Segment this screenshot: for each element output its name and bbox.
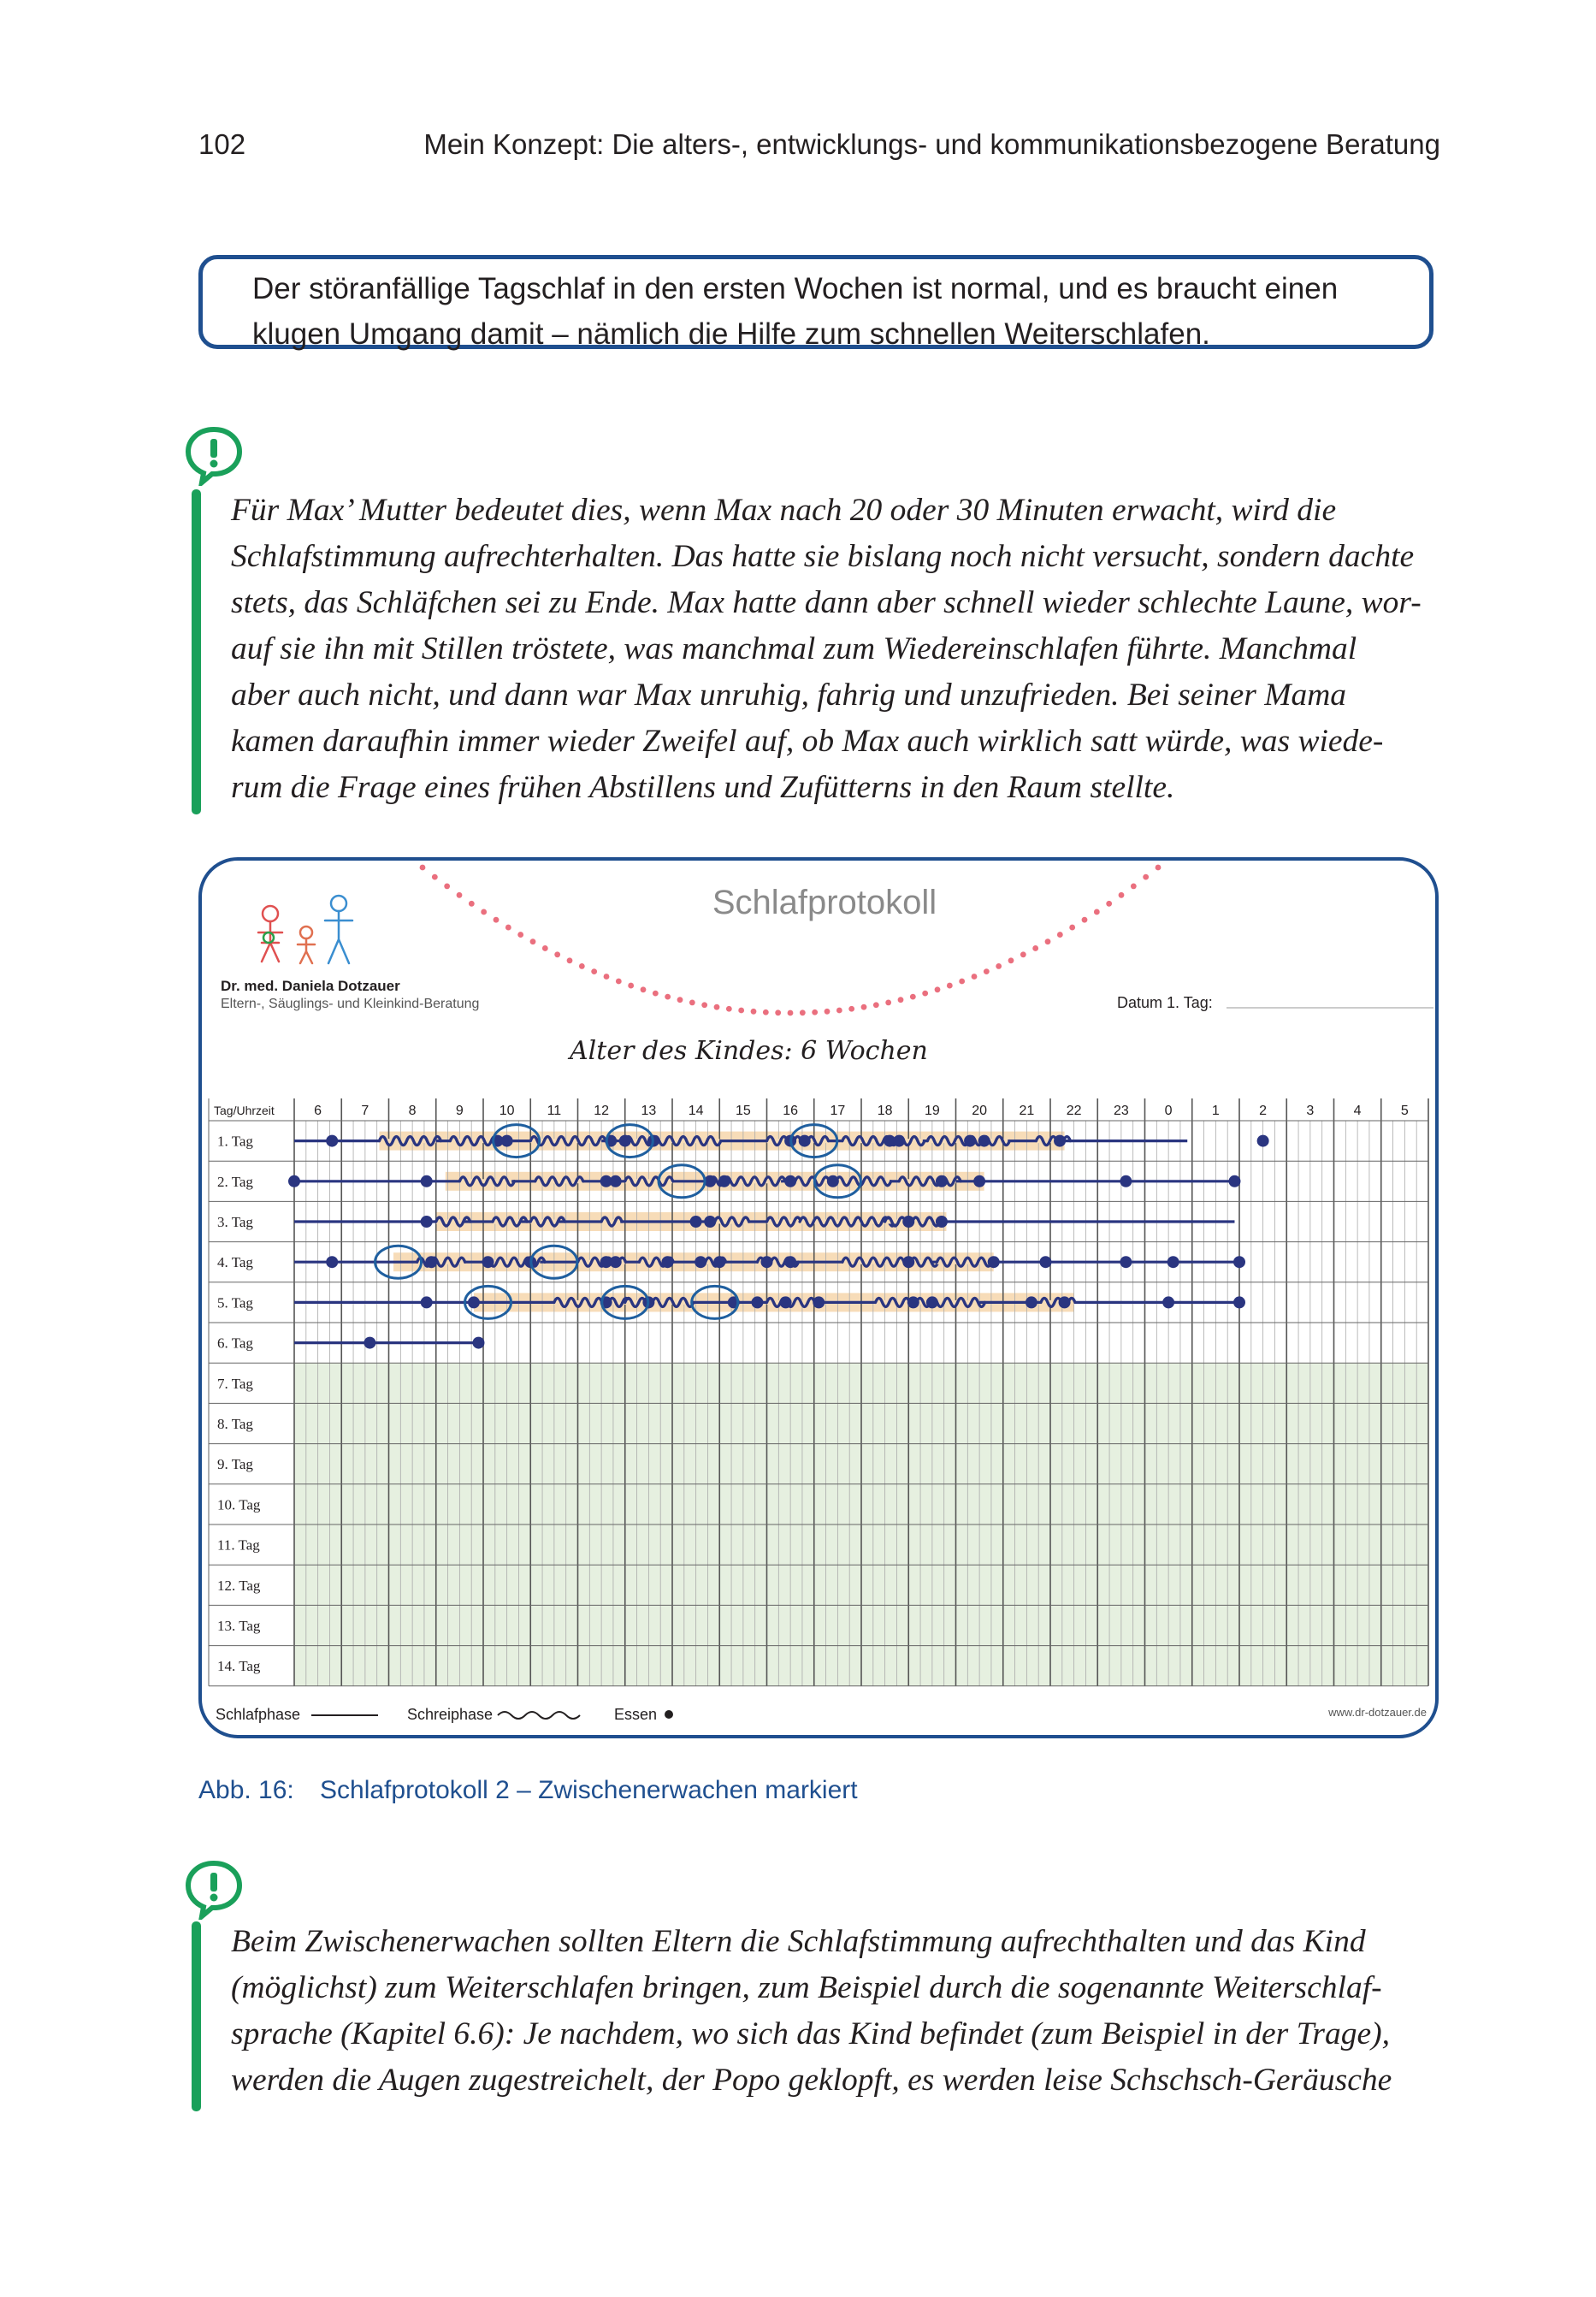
day-label: 13. Tag [217,1618,261,1634]
hour-label: 10 [499,1104,515,1118]
key-statement-line: klugen Umgang damit – nämlich die Hilfe zum schnellen Weiterschlafen. [252,317,1210,351]
eat-dot [1233,1256,1245,1268]
hour-label: 1 [1211,1104,1220,1118]
day-label: 6. Tag [217,1335,253,1352]
day-label: 11. Tag [217,1536,260,1554]
hour-label: 19 [924,1104,940,1118]
eat-dot [1054,1135,1066,1147]
day-label: 9. Tag [217,1456,253,1473]
eat-dot [902,1256,914,1268]
corner-label: Tag/Uhrzeit [214,1104,275,1117]
arc-dot [1069,925,1075,931]
advice-line: sprache (Kapitel 6.6): Je nachdem, wo sich das Kind befindet (zum Beispiel in der Trage), [231,2016,1390,2051]
eat-dot [893,1135,905,1147]
hour-label: 22 [1066,1104,1082,1118]
eat-dot [619,1135,631,1147]
arc-dot [665,994,671,1000]
eat-dot [421,1216,433,1228]
arc-dot [1008,957,1014,963]
eat-dot [610,1256,622,1268]
handwritten-age: Alter des Kindes: 6 Wochen [570,1036,928,1066]
arc-dot [1106,901,1112,907]
advice-line: (möglichst) zum Weiterschlafen bringen, zum Beispiel durch die sogenannte Weiterschlaf- [231,1970,1382,2005]
arc-dot [910,994,916,1000]
arc-dot [848,1006,854,1012]
case-line: rum die Frage eines frühen Abstillens und Zufütterns in den Raum stellte. [231,770,1175,805]
arc-dot [775,1009,781,1015]
caption-text: Schlafprotokoll 2 – Zwischenerwachen markiert [320,1776,858,1804]
day-label: 14. Tag [217,1658,261,1675]
eat-dot [751,1296,763,1308]
eat-dot [784,1256,796,1268]
day-label: 4. Tag [217,1254,253,1271]
arc-dot [714,1004,720,1010]
eat-dot [1120,1175,1132,1187]
arc-dot [591,968,597,974]
arc-dot [432,874,438,880]
eat-dot [610,1175,622,1187]
arc-dot [1057,932,1063,938]
arc-dot [604,974,610,980]
eat-dot [988,1256,1000,1268]
quote-bar [192,1921,201,2111]
running-title: Mein Konzept: Die alters-, entwicklungs- und kommunikationsbezogene Beratung [423,128,1440,160]
eat-dot [690,1216,702,1228]
arc-dot [1143,874,1149,880]
day-label: 12. Tag [217,1577,261,1594]
arc-dot [530,938,536,944]
case-line: kamen daraufhin immer wieder Zweifel auf, ob Max auch wirklich satt würde, was wiede- [231,724,1384,759]
arc-dot [836,1008,842,1014]
eat-dot [288,1175,300,1187]
eat-dot [695,1256,706,1268]
eat-dot [1059,1296,1071,1308]
arc-dot [1045,938,1051,944]
eat-dot [780,1296,792,1308]
author-subtitle: Eltern-, Säuglings- und Kleinkind-Beratung [221,997,480,1011]
day-label: 1. Tag [217,1133,253,1150]
day-label: 8. Tag [217,1416,253,1432]
hour-label: 11 [547,1104,562,1118]
hour-label: 3 [1306,1104,1315,1118]
website-label: www.dr-dotzauer.de [1328,1706,1427,1719]
legend-eat-label: Essen [614,1706,658,1723]
eat-dot [472,1337,484,1349]
advice-paragraph [231,1919,1442,2104]
arc-dot [420,865,426,871]
case-line: Schlafstimmung aufrechterhalten. Das hatte sie bislang noch nicht versucht, sondern dachte [231,539,1415,574]
eat-dot [468,1296,480,1308]
eat-dot [784,1175,796,1187]
caption-number: Abb. 16: [198,1776,294,1804]
arc-dot [738,1008,744,1014]
case-line: auf sie ihn mit Stillen tröstete, was manchmal zum Wiedereinschlafen führte. Manchmal [231,631,1357,666]
eat-dot [799,1135,811,1147]
case-paragraph [231,488,1442,811]
eat-dot [501,1135,513,1147]
arc-dot [1082,917,1088,923]
hour-label: 16 [783,1104,799,1118]
eat-dot [827,1175,839,1187]
hour-label: 4 [1353,1104,1362,1118]
arc-dot [726,1006,732,1012]
eat-dot [364,1337,375,1349]
eat-dot [926,1296,938,1308]
arc-dot [751,1009,757,1015]
eat-dot [907,1296,919,1308]
arc-dot [641,986,647,992]
eat-dot [704,1216,716,1228]
legend [216,1706,1427,1723]
eat-dot [936,1175,948,1187]
eat-dot [1233,1296,1245,1308]
arc-dot [616,979,622,985]
speech-bubble-exclamation-icon [183,424,245,486]
eat-dot [661,1256,673,1268]
eat-dot [326,1135,338,1147]
legend-sleep-label: Schlafphase [216,1706,301,1723]
eat-dot [718,1175,730,1187]
arc-dot [701,1002,707,1008]
hour-label: 17 [830,1104,846,1118]
quote-bar [192,489,201,814]
arc-dot [567,957,573,963]
advice-line: werden die Augen zugestreichelt, der Popo geklopft, es werden leise Schschsch-Geräusche [231,2063,1392,2098]
sleep-protocol-chart [202,861,1435,1735]
arc-dot [947,983,953,989]
arc-dot [1032,945,1038,951]
family-logo [258,896,352,963]
day-label: 10. Tag [217,1496,261,1513]
arc-dot [481,909,487,915]
eat-dot [425,1256,437,1268]
day-label: 2. Tag [217,1173,253,1190]
day-label: 5. Tag [217,1294,253,1311]
eat-dot [1120,1256,1132,1268]
eat-dot [421,1296,433,1308]
hour-label: 12 [594,1104,610,1118]
eat-dot [813,1296,825,1308]
hour-label: 23 [1113,1104,1129,1118]
legend-cry-wave [498,1712,580,1719]
arc-dot [554,951,560,957]
eat-dot [1257,1135,1269,1147]
case-line: stets, das Schläfchen sei zu Ende. Max hatte dann aber schnell wieder schlechte Laune, wor- [231,585,1422,620]
eat-dot [1167,1256,1179,1268]
case-line: aber auch nicht, und dann war Max unruhig, fahrig und unzufrieden. Bei seiner Mama [231,678,1347,713]
arc-dot [812,1009,818,1015]
hour-label: 5 [1400,1104,1409,1118]
hour-label: 2 [1259,1104,1268,1118]
arc-dot [1131,884,1137,890]
arc-dot [579,963,585,969]
date-label: Datum 1. Tag: [1117,994,1213,1011]
author-name: Dr. med. Daniela Dotzauer [221,978,400,994]
arc-dot [959,979,965,985]
arc-dot [972,974,978,980]
eat-dot [964,1135,976,1147]
eat-dot [978,1135,990,1147]
hour-label: 15 [735,1104,751,1118]
arc-dot [542,945,548,951]
arc-dot [861,1004,867,1010]
speech-bubble-exclamation-icon [183,1858,245,1920]
legend-cry-label: Schreiphase [407,1706,494,1723]
case-line: Für Max’ Mutter bedeutet dies, wenn Max nach 20 oder 30 Minuten erwacht, wird die [231,493,1337,528]
hour-label: 0 [1164,1104,1173,1118]
arc-dot [505,925,511,931]
eat-dot [973,1175,985,1187]
hour-label: 18 [877,1104,893,1118]
advice-line: Beim Zwischenerwachen sollten Eltern die Schlafstimmung aufrechthalten und das Kind [231,1924,1366,1959]
eat-dot [1162,1296,1174,1308]
arc-dot [457,892,463,898]
eat-dot [902,1216,914,1228]
running-header [198,128,1440,180]
arc-dot [469,901,475,907]
arc-dot [898,997,904,1003]
arc-dot [628,983,634,989]
key-statement-box [198,255,1433,349]
arc-dot [873,1002,879,1008]
figure-caption [198,1776,858,1805]
hour-label: 7 [361,1104,369,1118]
arc-dot [494,917,499,923]
hour-label: 21 [1019,1104,1035,1118]
eat-dot [1228,1175,1240,1187]
arc-dot [653,991,659,997]
arc-dot [689,1000,695,1006]
day-label: 3. Tag [217,1214,253,1230]
eat-dot [761,1256,773,1268]
arc-dot [1156,865,1162,871]
eat-dot [482,1256,494,1268]
arc-dot [885,1000,891,1006]
arc-dot [788,1010,794,1016]
arc-dot [444,884,450,890]
arc-dot [996,963,1002,969]
eat-dot [326,1256,338,1268]
arc-dot [984,968,990,974]
hour-label: 13 [641,1104,657,1118]
hour-label: 8 [408,1104,417,1118]
legend-eat-dot [665,1710,673,1719]
arc-dot [677,997,683,1003]
arc-dot [1119,892,1125,898]
hour-label: 6 [314,1104,322,1118]
protocol-title: Schlafprotokoll [712,884,937,921]
sleep-protocol-figure [198,857,1439,1738]
eat-dot [421,1175,433,1187]
arc-dot [517,932,523,938]
hour-label: 14 [688,1104,704,1118]
arc-dot [922,991,928,997]
day-label: 7. Tag [217,1375,253,1392]
arc-dot [1094,909,1100,915]
eat-dot [936,1216,948,1228]
arc-dot [1020,951,1026,957]
eat-dot [713,1256,725,1268]
eat-dot [1039,1256,1051,1268]
arc-dot [763,1009,769,1015]
arc-dot [800,1009,806,1015]
arc-dot [825,1009,831,1015]
eat-dot [1026,1296,1037,1308]
key-statement-line: Der störanfällige Tagschlaf in den ersten Wochen ist normal, und es braucht einen [252,272,1339,305]
page-number: 102 [198,128,246,160]
arc-dot [935,986,941,992]
hour-label: 9 [455,1104,464,1118]
hour-label: 20 [972,1104,988,1118]
